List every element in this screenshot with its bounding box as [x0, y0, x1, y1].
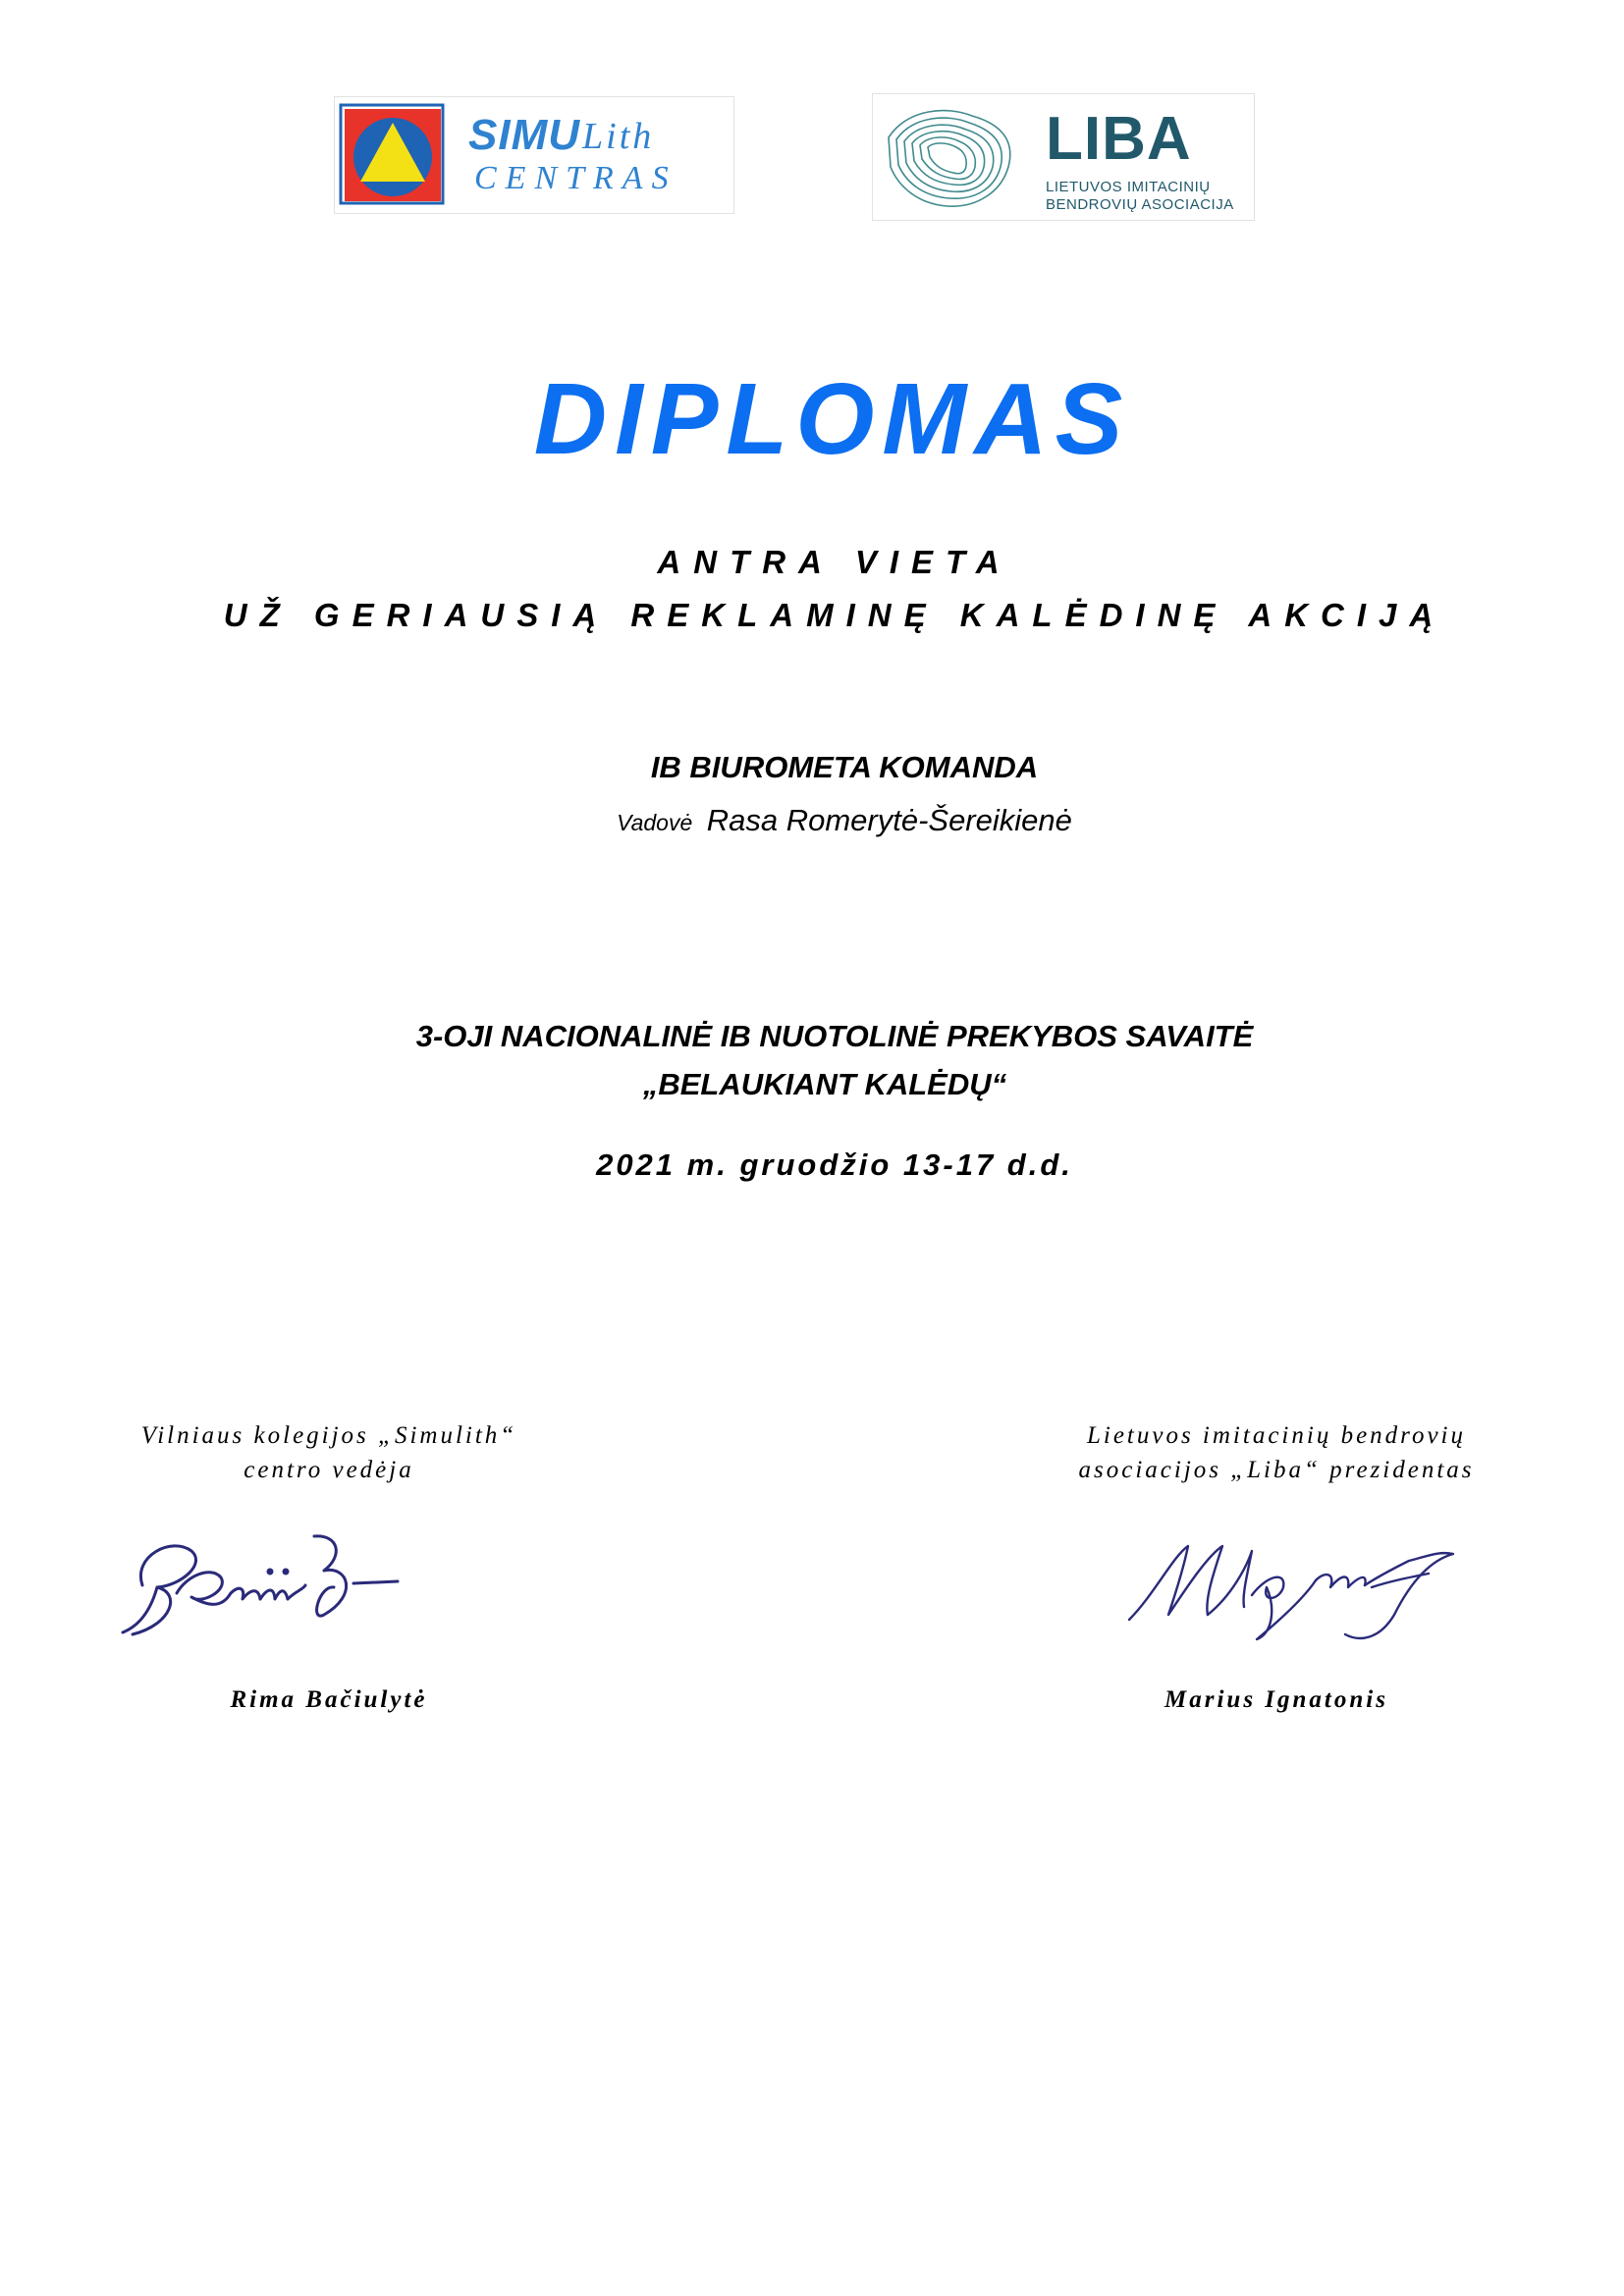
- leader-role-label: Vadovė: [617, 810, 693, 835]
- left-title-line1: Vilniaus kolegijos „Simulith“: [140, 1422, 517, 1449]
- simulith-word-centras: CENTRAS: [474, 160, 677, 196]
- liba-logo: [872, 93, 1255, 221]
- right-signatory-name: Marius Ignatonis: [1164, 1686, 1388, 1713]
- liba-tagline-line2: BENDROVIŲ ASOCIACIJA: [1046, 196, 1234, 213]
- right-title-line1: Lietuvos imitacinių bendrovių: [1086, 1422, 1467, 1449]
- simulith-word-lith: Lith: [582, 116, 655, 157]
- event-date: 2021 m. gruodžio 13-17 d.d.: [596, 1148, 1073, 1182]
- event-subtitle: „BELAUKIANT KALĖDŲ“: [642, 1067, 1007, 1101]
- award-category: UŽ GERIAUSIĄ REKLAMINĘ KALĖDINĘ AKCIJĄ: [223, 597, 1446, 633]
- document-title: DIPLOMAS: [533, 362, 1131, 475]
- simulith-word-simu: SIMU: [468, 111, 580, 159]
- award-place: ANTRA VIETA: [657, 544, 1012, 580]
- left-handwritten-signature: [113, 1517, 447, 1649]
- leader-name: Rasa Romerytė-Šereikienė: [706, 803, 1072, 837]
- right-handwritten-signature: [1114, 1517, 1468, 1649]
- liba-tagline-line1: LIETUVOS IMITACINIŲ: [1046, 179, 1211, 195]
- event-name: 3-OJI NACIONALINĖ IB NUOTOLINĖ PREKYBOS SAVAITĖ: [415, 1019, 1254, 1053]
- simulith-emblem-icon: [339, 103, 447, 207]
- simulith-logo: [334, 96, 734, 214]
- right-title-line2: asociacijos „Liba“ prezidentas: [1078, 1457, 1475, 1483]
- left-title-line2: centro vedėja: [244, 1457, 414, 1483]
- team-leader: [0, 803, 1624, 838]
- right-signatory-title: [1046, 1418, 1507, 1487]
- left-signatory-name: Rima Bačiulytė: [230, 1686, 428, 1713]
- left-signatory-title: [98, 1418, 560, 1487]
- liba-name: LIBA: [1046, 105, 1192, 173]
- team-name: IB BIUROMETA KOMANDA: [650, 750, 1039, 784]
- lithuania-map-icon: [879, 98, 1026, 216]
